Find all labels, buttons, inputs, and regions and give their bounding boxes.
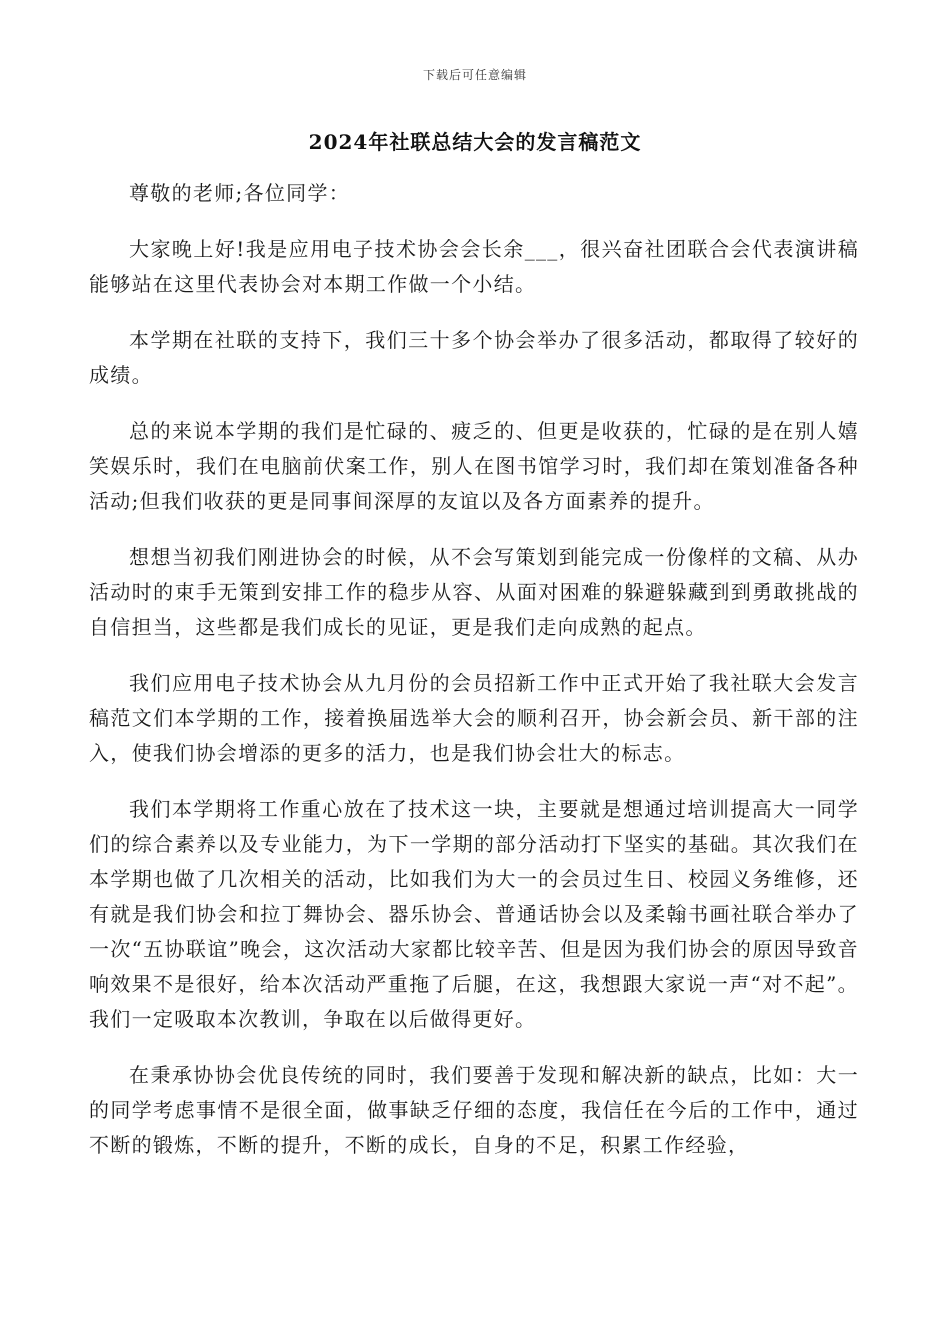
paragraph-7: 在秉承协协会优良传统的同时，我们要善于发现和解决新的缺点，比如：大一的同学考虑事情不是很全面，做事缺乏仔细的态度，我信任在今后的工作中，通过不断的锻炼，不断的提升，不断的成长，自身的不足，积累工作经验， [89,1063,859,1157]
document-body [89,152,859,1163]
paragraph-6: 我们本学期将工作重心放在了技术这一块，主要就是想通过培训提高大一同学们的综合素养以及专业能力，为下一学期的部分活动打下坚实的基础。其次我们在本学期也做了几次相关的活动，比如我们为大一的会员过生日、校园义务维修，还有就是我们协会和拉丁舞协会、器乐协会、普通话协会以及柔翰书画社联合举办了一次“五协联谊”晚会，这次活动大家都比较辛苦、但是因为我们协会的原因导致音响效果不是很好，给本次活动严重拖了后腿，在这，我想跟大家说一声“对不起”。我们一定吸取本次教训，争取在以后做得更好。 [89,797,859,1031]
paragraph-3: 总的来说本学期的我们是忙碌的、疲乏的、但更是收获的，忙碌的是在别人嬉笑娱乐时，我们在电脑前伏案工作，别人在图书馆学习时，我们却在策划准备各种活动;但我们收获的更是同事间深厚的友谊以及各方面素养的提升。 [89,419,859,513]
paragraph-1: 大家晚上好!我是应用电子技术协会会长余___，很兴奋社团联合会代表演讲稿能够站在这里代表协会对本期工作做一个小结。 [89,237,859,296]
paragraph-2: 本学期在社联的支持下，我们三十多个协会举办了很多活动，都取得了较好的成绩。 [89,328,859,387]
document-title: 2024年社联总结大会的发言稿范文 [308,130,642,154]
paragraph-4: 想想当初我们刚进协会的时候，从不会写策划到能完成一份像样的文稿、从办活动时的束手无策到安排工作的稳步从容、从面对困难的躲避躲藏到到勇敢挑战的自信担当，这些都是我们成长的见证，更是我们走向成熟的起点。 [89,545,859,639]
page-header-note: 下载后可任意编辑 [422,68,527,82]
paragraph-5: 我们应用电子技术协会从九月份的会员招新工作中正式开始了我社联大会发言稿范文们本学期的工作，接着换届选举大会的顺利召开，协会新会员、新干部的注入，使我们协会增添的更多的活力，也是我们协会壮大的标志。 [89,671,859,765]
salutation: 尊敬的老师;各位同学： [129,181,351,205]
